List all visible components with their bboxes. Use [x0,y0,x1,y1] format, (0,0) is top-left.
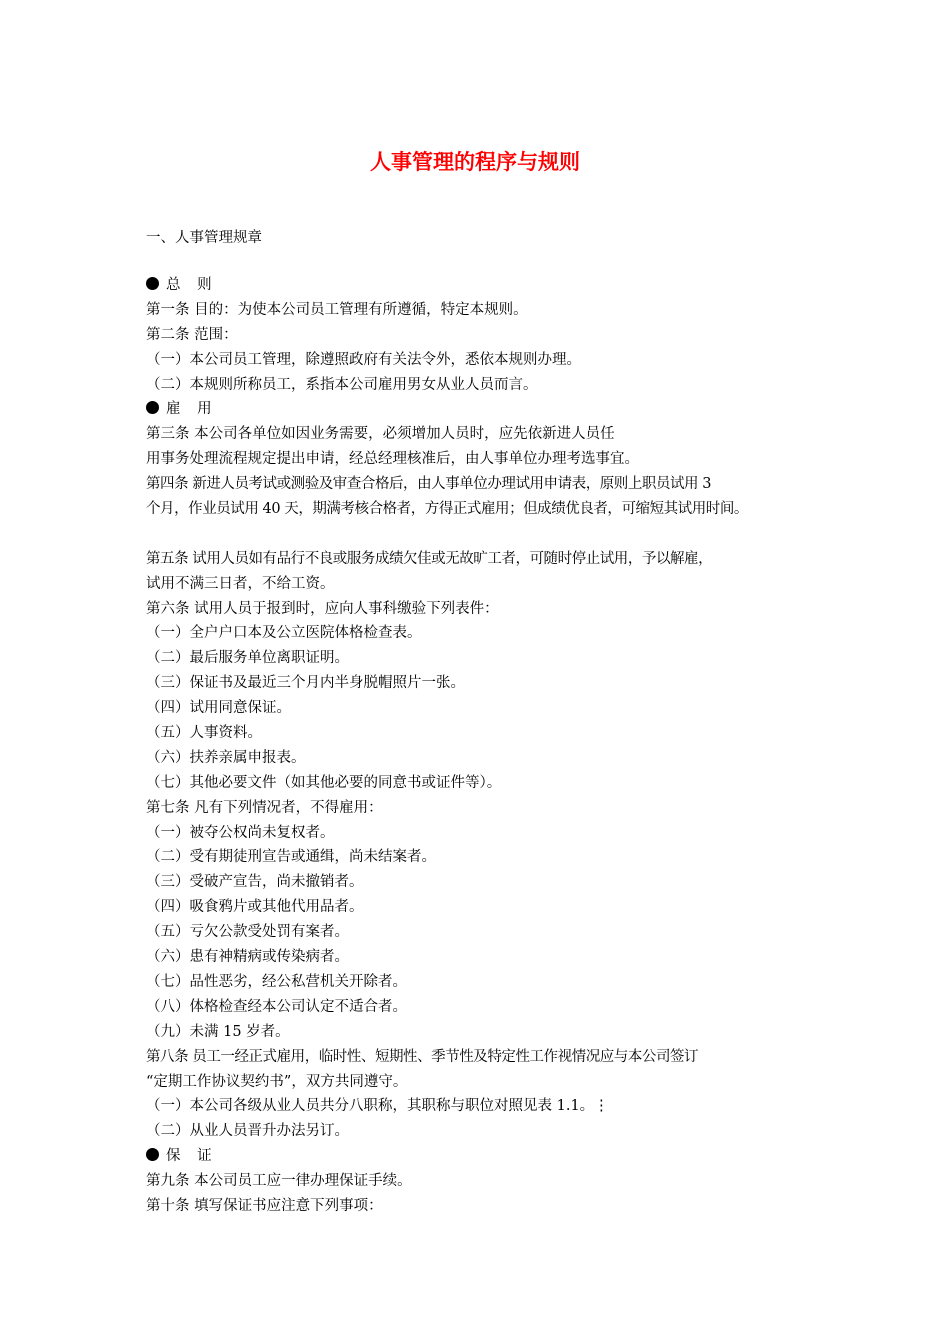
paragraph-line: （二）本规则所称员工，系指本公司雇用男女从业人员而言。 [146,376,538,393]
paragraph-line: （六）患有神精病或传染病者。 [146,949,349,966]
blank-line [146,522,846,547]
paragraph-line: （二）最后服务单位离职证明。 [146,650,349,667]
paragraph-line: 试用不满三日者，不给工资。 [146,575,335,592]
paragraph-line: 用事务处理流程规定提出申请，经总经理核准后，由人事单位办理考选事宜。 [146,451,639,468]
paragraph-line: 第二条 范围： [146,326,238,343]
paragraph-line: （三）保证书及最近三个月内半身脱帽照片一张。 [146,675,465,692]
paragraph-line: （八）体格检查经本公司认定不适合者。 [146,998,407,1015]
paragraph-line: “定期工作协议契约书”，双方共同遵守。 [146,1073,408,1090]
paragraph-line: （一）本公司各级从业人员共分八职称，其职称与职位对照见表 1.1。⋮ [146,1098,609,1115]
paragraph-line: （三）受破产宣告，尚未撤销者。 [146,874,364,891]
subsection-heading-label: 雇 用 [166,401,218,418]
bullet-icon [146,277,159,290]
bullet-icon [146,1148,159,1161]
subsection-heading [146,273,846,298]
paragraph-line: 第九条 本公司员工应一律办理保证手续。 [146,1173,412,1190]
subsection-heading-label: 总 则 [166,277,218,293]
paragraph-line: （一）被夺公权尚未复权者。 [146,824,335,841]
bullet-icon [146,401,159,414]
paragraph-line: 第五条 试用人员如有品行不良或服务成绩欠佳或无故旷工者，可随时停止试用，予以解雇， [146,550,713,567]
paragraph-line: （二）从业人员晋升办法另订。 [146,1123,349,1140]
paragraph-line: 第六条 试用人员于报到时，应向人事科缴验下列表件： [146,600,499,617]
paragraph-line: （二）受有期徒刑宣告或通缉，尚未结案者。 [146,849,436,866]
paragraph-line: 第四条 新进人员考试或测验及审查合格后，由人事单位办理试用申请表，原则上职员试用 3 [146,476,712,493]
paragraph-line: （九）未满 15 岁者。 [146,1023,290,1040]
paragraph-line: 第一条 目的：为使本公司员工管理有所遵循，特定本规则。 [146,301,528,318]
paragraph-line: （七）品性恶劣，经公私营机关开除者。 [146,973,407,990]
paragraph-line: （五）人事资料。 [146,725,262,742]
paragraph-line: （六）扶养亲属申报表。 [146,749,306,766]
paragraph-line: 第十条 填写保证书应注意下列事项： [146,1197,383,1214]
paragraph-line: （四）吸食鸦片或其他代用品者。 [146,899,364,916]
paragraph-line: （五）亏欠公款受处罚有案者。 [146,924,349,941]
paragraph-line: （七）其他必要文件（如其他必要的同意书或证件等）。 [146,774,502,791]
paragraph-line: 第八条 员工一经正式雇用，临时性、短期性、季节性及特定性工作视情况应与本公司签订 [146,1048,699,1065]
paragraph-line: （一）全户户口本及公立医院体格检查表。 [146,625,422,642]
subsection-heading [146,397,846,422]
document-title: 人事管理的程序与规则 [370,150,580,174]
paragraph-line: （一）本公司员工管理，除遵照政府有关法令外，悉依本规则办理。 [146,351,581,368]
document-body [146,273,846,1219]
paragraph-line: 个月，作业员试用 40 天，期满考核合格者，方得正式雇用；但成绩优良者，可缩短其试用时间。 [146,501,748,518]
subsection-heading-label: 保 证 [166,1148,218,1165]
paragraph-line: 第七条 凡有下列情况者，不得雇用： [146,799,383,816]
subsection-heading [146,1144,846,1169]
paragraph-line: 第三条 本公司各单位如因业务需要，必须增加人员时，应先依新进人员任 [146,426,615,443]
paragraph-line: （四）试用同意保证。 [146,700,291,717]
section-heading: 一、人事管理规章 [146,230,262,246]
